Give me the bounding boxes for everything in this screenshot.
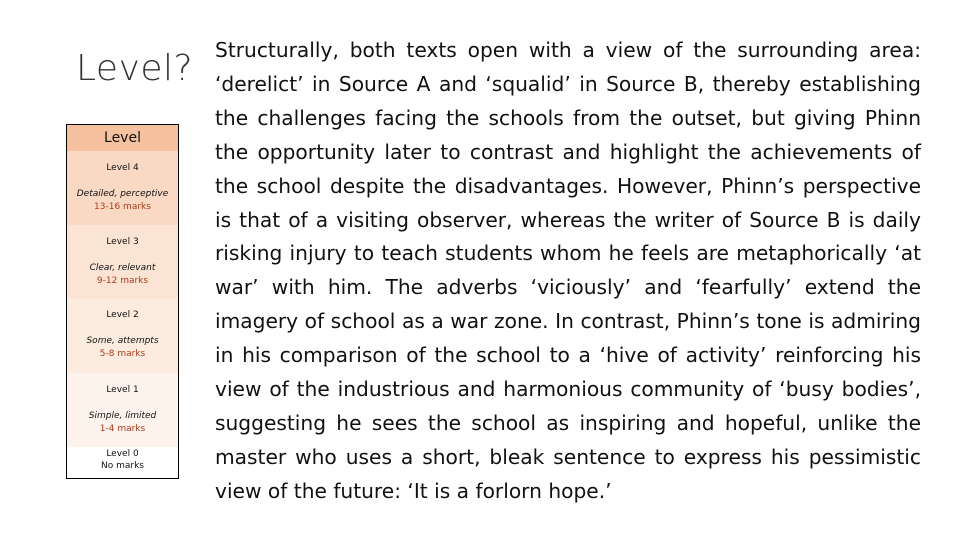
level-1-marks: 1-4 marks: [99, 424, 146, 434]
answer-paragraph: Structurally, both texts open with a view of the surrounding area: ‘derelict’ in Source A and ‘squalid’ in Source B, thereby establishing the challenges facing the schools from the outset, but giving Phinn the opportunity later to contrast and highlight the achievements of the school despite the disadvantages. However, Phinn’s perspective is that of a visiting observer, whereas the writer of Source B is daily risking injury to teach students whom he feels are metaphorically ‘at war’ with him. The adverbs ‘viciously’ and ‘fearfully’ extend the imagery of school as a war zone. In contrast, Phinn’s tone is admiring in his comparison of the school to a ‘hive of activity’ reinforcing his view of the industrious and harmonious community of ‘busy bodies’, suggesting he sees the school as inspiring and hopeful, unlike the master who uses a short, bleak sentence to express his pessimistic view of the future: ‘It is a forlorn hope.’: [215, 38, 921, 503]
level-1-label: Level 1: [106, 385, 139, 395]
level-0-band: [67, 447, 178, 478]
level-3-descriptor: Clear, relevant: [89, 263, 156, 273]
level-table: [66, 124, 179, 479]
level-2-marks: 5-8 marks: [99, 349, 146, 359]
level-4-descriptor: Detailed, perceptive: [76, 189, 169, 199]
slide-title: Level?: [76, 48, 194, 89]
level-3-band: [67, 225, 178, 299]
level-table-header: Level: [67, 125, 178, 152]
level-2-descriptor: Some, attempts: [86, 336, 159, 346]
level-0-label: Level 0: [106, 449, 139, 459]
level-4-marks: 13-16 marks: [94, 202, 151, 212]
level-3-label: Level 3: [106, 237, 139, 247]
level-4-label: Level 4: [106, 163, 139, 173]
level-1-descriptor: Simple, limited: [88, 411, 157, 421]
level-1-band: [67, 373, 178, 448]
level-4-band: [67, 151, 178, 226]
level-3-marks: 9-12 marks: [96, 276, 149, 286]
level-2-label: Level 2: [106, 310, 139, 320]
level-2-band: [67, 298, 178, 374]
level-0-marks: No marks: [101, 461, 144, 471]
